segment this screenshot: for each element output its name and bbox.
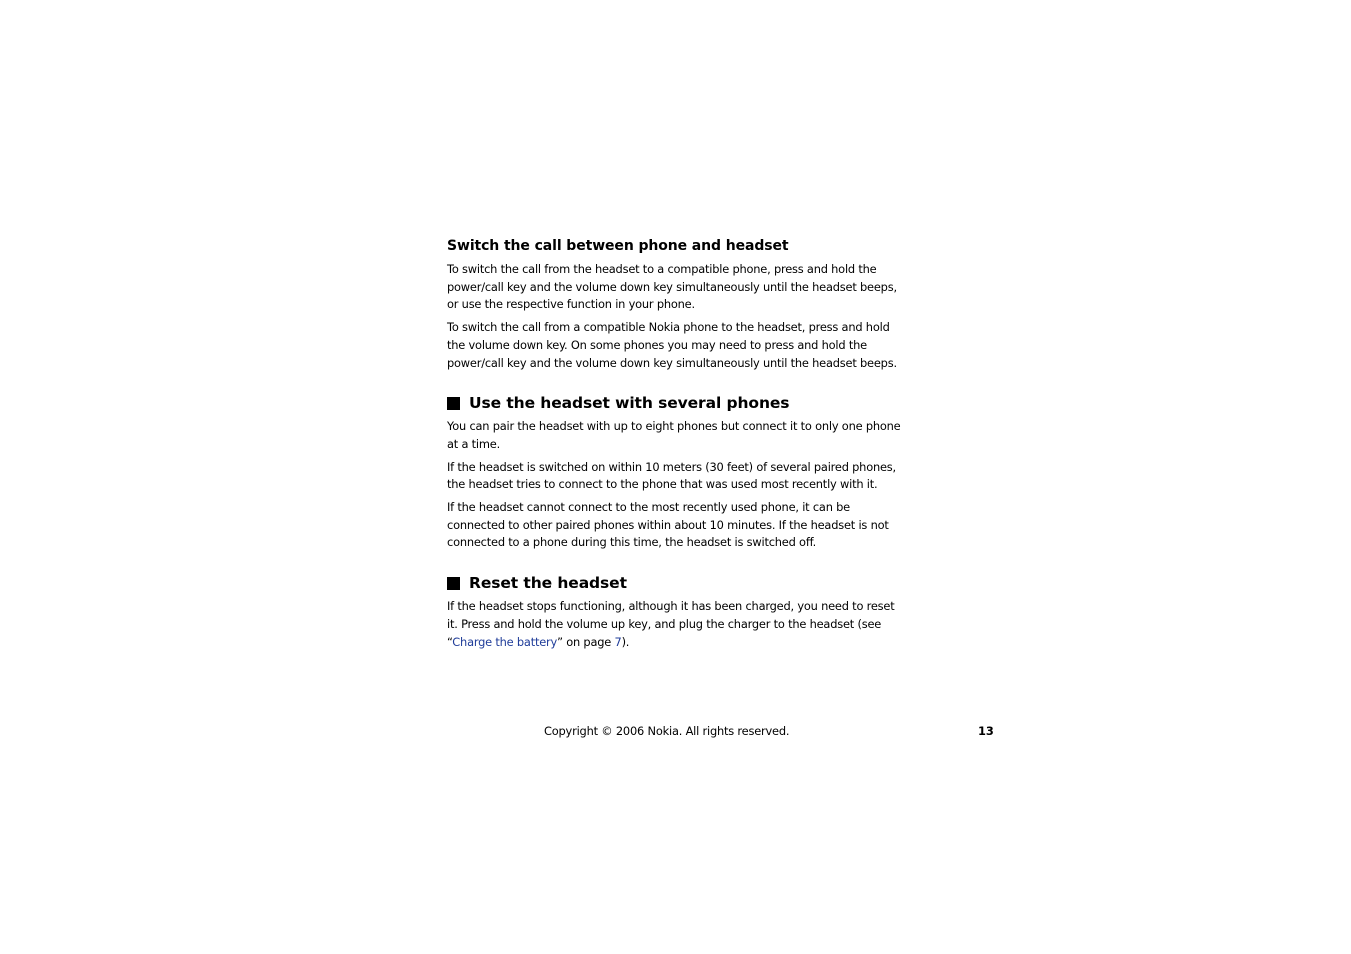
paragraph: If the headset cannot connect to the most recently used phone, it can be connected to other paired phones within about 10 minutes. If the headset is not connected to a phone during this time, the headset is switched off.: [447, 500, 889, 550]
paragraph: If the headset is switched on within 10 meters (30 feet) of several paired phones, the headset tries to connect to the phone that was used most recently with it.: [447, 459, 896, 492]
section-heading-reset: [447, 572, 907, 594]
paragraph: To switch the call from the headset to a compatible phone, press and hold the power/call key and the volume down key simultaneously until the headset beeps, or use the respective function in your phone.: [447, 262, 897, 312]
square-bullet-icon: [447, 397, 460, 410]
text-segment: ” on page: [557, 634, 615, 649]
page-reference-link[interactable]: 7: [614, 634, 622, 649]
paragraph-reset: [447, 598, 907, 651]
text-segment: ).: [621, 634, 630, 649]
paragraph: To switch the call from a compatible Nokia phone to the headset, press and hold the volume down key. On some phones you may need to press and hold the power/call key and the volume down key simultaneously until the headset beeps.: [447, 320, 897, 370]
copyright-notice: Copyright © 2006 Nokia. All rights reserved.: [544, 724, 790, 738]
section-heading-several-phones: [447, 392, 907, 414]
page-number: 13: [978, 724, 994, 738]
section-heading-text: Reset the headset: [469, 574, 627, 593]
text-segment: If the headset stops functioning, although it has been charged, you need to reset it. Press and hold the volume up key, and plug the charger to the headset (see “: [447, 599, 895, 649]
section-heading-text: Use the headset with several phones: [469, 394, 790, 413]
charge-battery-link[interactable]: Charge the battery: [452, 634, 558, 649]
paragraph: You can pair the headset with up to eight phones but connect it to only one phone at a time.: [447, 419, 901, 451]
subheading-switch-call: Switch the call between phone and headset: [447, 238, 789, 254]
page-content: [447, 236, 907, 656]
square-bullet-icon: [447, 577, 460, 590]
